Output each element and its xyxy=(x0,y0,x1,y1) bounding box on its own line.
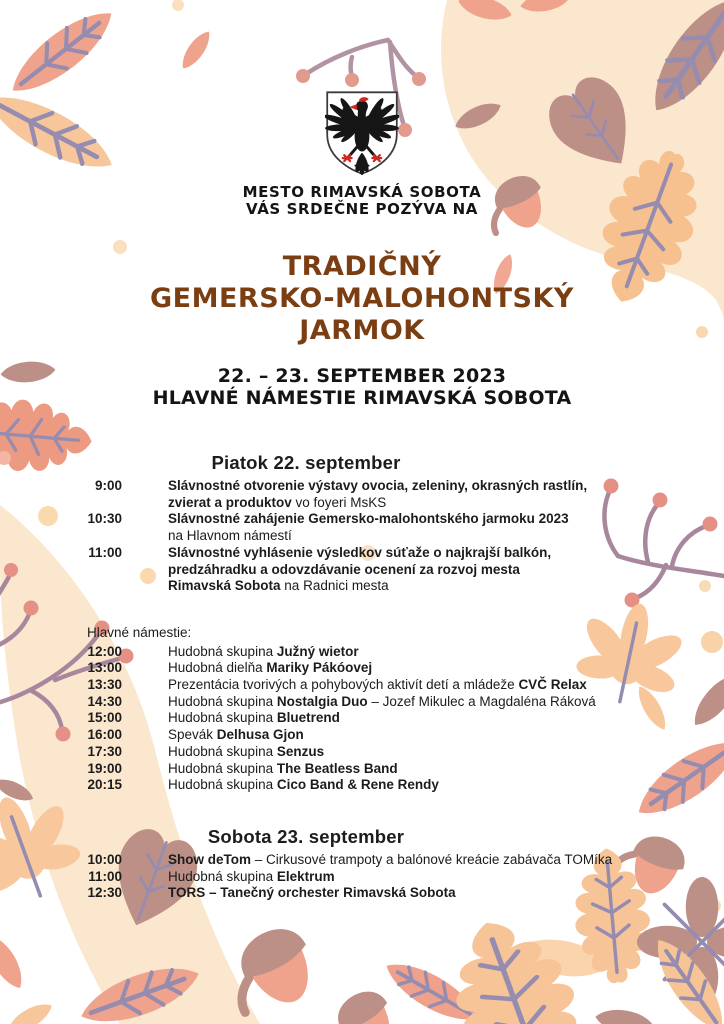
schedule-row xyxy=(60,694,670,711)
invitation-text xyxy=(0,184,724,218)
event-description: Hudobná skupina Južný wietor xyxy=(168,643,359,659)
event-description: Slávnostné zahájenie Gemersko-malohontského jarmoku 2023 na Hlavnom námestí xyxy=(168,511,569,544)
event-description: Hudobná dielňa Mariky Pákóovej xyxy=(168,660,373,676)
event-time: 15:00 xyxy=(87,710,122,726)
title-line-1: TRADIČNÝ xyxy=(282,251,442,282)
event-time: 19:00 xyxy=(87,760,122,776)
schedule-row xyxy=(60,511,670,544)
event-date-venue xyxy=(0,366,724,409)
event-description: Hudobná skupina Senzus xyxy=(168,743,325,759)
event-time: 9:00 xyxy=(94,478,122,493)
event-time: 13:00 xyxy=(87,660,122,676)
schedule-row xyxy=(60,761,670,778)
event-time: 16:00 xyxy=(87,727,122,743)
section-heading: Piatok 22. september xyxy=(211,452,401,473)
section-label: Hlavné námestie: xyxy=(87,624,192,640)
schedule-row xyxy=(60,869,670,886)
event-description: Spevák Delhusa Gjon xyxy=(168,727,304,743)
invitation-line-1: MESTO RIMAVSKÁ SOBOTA xyxy=(242,183,482,201)
friday-section xyxy=(60,453,670,595)
schedule-row xyxy=(60,545,670,595)
event-description: TORS – Tanečný orchester Rimavská Sobota xyxy=(168,885,456,901)
schedule-row xyxy=(60,644,670,661)
schedule-row xyxy=(60,478,670,511)
saturday-section xyxy=(60,827,670,902)
schedule-row xyxy=(60,744,670,761)
event-description: Hudobná skupina Bluetrend xyxy=(168,710,340,726)
event-time: 20:15 xyxy=(87,777,122,793)
schedule-row xyxy=(60,777,670,794)
event-time: 12:30 xyxy=(87,885,122,901)
event-description: Hudobná skupina The Beatless Band xyxy=(168,760,398,776)
schedule-row xyxy=(60,885,670,902)
title-line-3: JARMOK xyxy=(299,315,425,346)
coat-of-arms xyxy=(325,90,399,176)
event-venue: HLAVNÉ NÁMESTIE RIMAVSKÁ SOBOTA xyxy=(152,386,572,409)
schedule xyxy=(60,453,670,902)
poster-title xyxy=(0,251,724,347)
event-time: 10:00 xyxy=(87,851,122,867)
event-description: Prezentácia tvorivých a pohybových aktivít detí a mládeže CVČ Relax xyxy=(168,677,587,693)
event-description: Hudobná skupina Nostalgia Duo – Jozef Mikulec a Magdaléna Ráková xyxy=(168,693,596,709)
event-time: 17:30 xyxy=(87,743,122,759)
event-date: 22. – 23. SEPTEMBER 2023 xyxy=(217,365,507,387)
event-time: 11:00 xyxy=(88,868,122,884)
event-time: 13:30 xyxy=(87,677,122,693)
title-line-2: GEMERSKO-MALOHONTSKÝ xyxy=(150,283,574,314)
event-description: Hudobná skupina Cico Band & Rene Rendy xyxy=(168,777,439,793)
event-description: Slávnostné otvorenie výstavy ovocia, zeleniny, okrasných rastlín, zvierat a produktov vo foyeri MsKS xyxy=(168,478,588,510)
schedule-row xyxy=(60,852,670,869)
schedule-row xyxy=(60,677,670,694)
event-description: Slávnostné vyhlásenie výsledkov súťaže o najkrajší balkón, predzáhradku a odovzdávanie ocenení za rozvoj mesta Rimavská Sobota na Radnici mesta xyxy=(168,544,552,594)
event-time: 14:30 xyxy=(87,693,122,709)
schedule-row xyxy=(60,660,670,677)
schedule-row xyxy=(60,710,670,727)
event-time: 11:00 xyxy=(88,544,122,560)
invitation-line-2: VÁS SRDEČNE POZÝVA NA xyxy=(246,200,478,218)
event-time: 10:30 xyxy=(87,511,122,527)
schedule-row xyxy=(60,727,670,744)
event-time: 12:00 xyxy=(87,643,122,659)
event-description: Show deTom – Cirkusové trampoty a balónové kreácie zabávača TOMíka xyxy=(168,851,613,867)
coat-of-arms-icon xyxy=(325,90,399,176)
main-square-section xyxy=(60,625,670,794)
event-description: Hudobná skupina Elektrum xyxy=(168,868,335,884)
section-heading: Sobota 23. september xyxy=(207,825,405,847)
